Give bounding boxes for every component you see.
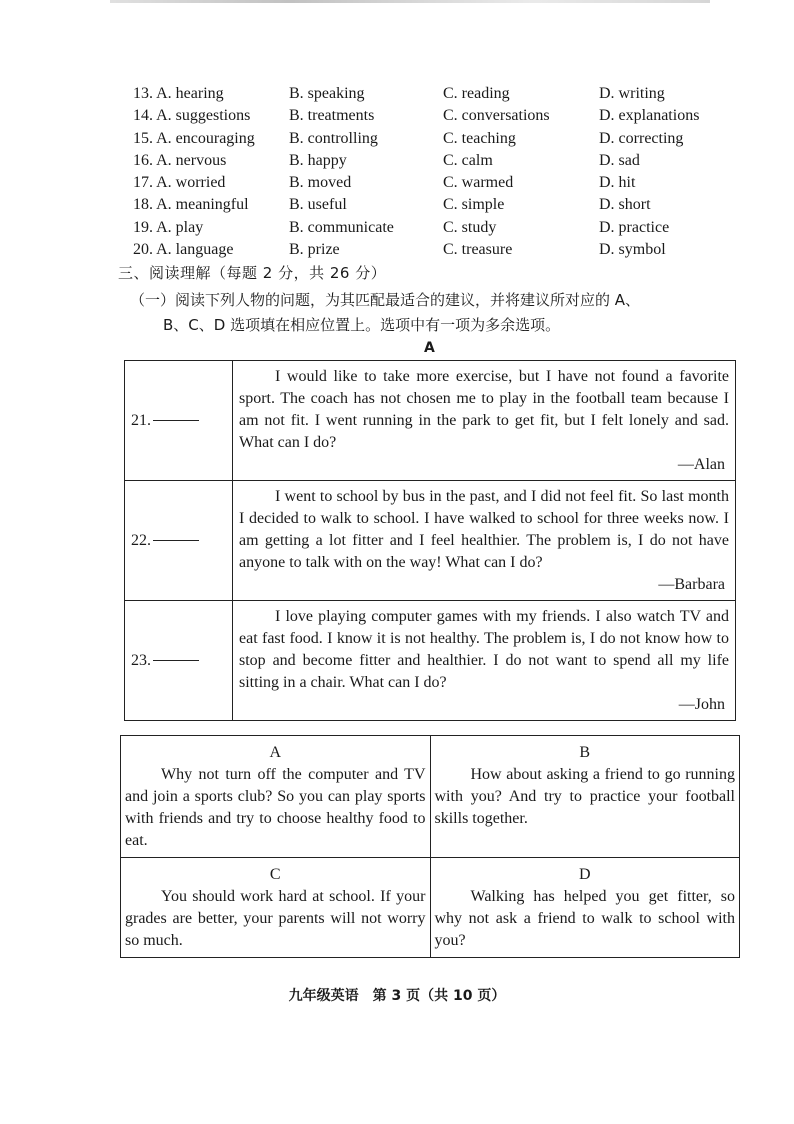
instruction-line-2: B、C、D 选项填在相应位置上。选项中有一项为多余选项。 — [163, 316, 561, 334]
option-a: 16. A. nervous — [133, 151, 227, 169]
option-b: B. moved — [289, 174, 352, 192]
answer-blank[interactable] — [153, 420, 199, 421]
option-d: D. writing — [599, 85, 665, 102]
option-b: B. controlling — [289, 129, 378, 147]
option-d: D. correcting — [599, 129, 684, 147]
option-b: B. speaking — [289, 85, 365, 102]
question-number: 21. — [131, 411, 151, 429]
instruction-line-1: （一）阅读下列人物的问题，为其匹配最适合的建议，并将建议所对应的 A、 — [130, 291, 641, 309]
option-a: 19. A. play — [133, 218, 204, 236]
option-a: 20. A. language — [133, 241, 234, 259]
page-top-edge — [110, 0, 710, 3]
option-b: B. prize — [289, 241, 340, 259]
problem-text: I went to school by bus in the past, and I did not feel fit. So last month I decided to walk to school. I have walked to school for three weeks now. I am getting a lot fitter and I feel healthier. The problem is, I do not have anyone to talk with on the way! What can I do? — [239, 488, 729, 571]
option-c: C. calm — [443, 151, 493, 169]
problem-cell — [233, 601, 736, 721]
advice-text: You should work hard at school. If your grades are better, your parents will not worry so much. — [125, 888, 426, 949]
table-row — [125, 481, 736, 601]
question-number: 22. — [131, 531, 151, 549]
option-a: 14. A. suggestions — [133, 107, 251, 125]
advice-letter: B — [579, 744, 591, 761]
option-c: C. warmed — [443, 174, 514, 192]
answer-blank[interactable] — [153, 540, 199, 541]
section-title: 三、阅读理解（每题 2 分，共 26 分） — [118, 264, 387, 282]
question-number-cell — [125, 481, 233, 601]
problem-cell — [233, 361, 736, 481]
option-d: D. hit — [599, 174, 636, 192]
option-d: D. practice — [599, 218, 670, 236]
option-row — [133, 83, 733, 105]
advice-letter: A — [269, 744, 282, 761]
option-c: C. treasure — [443, 241, 513, 259]
option-b: B. communicate — [289, 218, 394, 236]
advice-table — [120, 735, 740, 958]
problem-text: I would like to take more exercise, but I have not found a favorite sport. The coach has not chosen me to play in the football team because I am not fit. I went running in the park to get fit, but I felt lonely and sad. What can I do? — [239, 368, 729, 451]
option-d: D. symbol — [599, 241, 666, 259]
option-a: 15. A. encouraging — [133, 129, 255, 147]
option-row — [133, 217, 733, 239]
advice-cell — [430, 858, 740, 958]
person-name: —Alan — [677, 456, 725, 473]
table-row — [125, 361, 736, 481]
option-b: B. happy — [289, 151, 347, 169]
problem-text: I love playing computer games with my friends. I also watch TV and eat fast food. I know it is not healthy. The problem is, I do not know how to stop and become fitter and healthier. I do not want to spend all my life sitting in a chair. What can I do? — [239, 608, 729, 691]
question-number-cell — [125, 361, 233, 481]
option-row — [133, 128, 733, 150]
person-name: —Barbara — [658, 576, 725, 593]
option-c: C. reading — [443, 85, 510, 102]
table-row — [121, 858, 740, 958]
option-b: B. useful — [289, 196, 347, 214]
advice-text: How about asking a friend to go running with you? And try to practice your football skills together. — [434, 766, 735, 827]
option-c: C. study — [443, 218, 497, 236]
page-footer: 九年级英语 第 3 页（共 10 页） — [288, 988, 506, 1004]
advice-letter: C — [269, 866, 281, 883]
option-c: C. teaching — [443, 129, 516, 147]
option-row — [133, 150, 733, 172]
option-row — [133, 239, 733, 261]
advice-cell — [121, 858, 431, 958]
advice-text: Walking has helped you get fitter, so why not ask a friend to walk to school with you? — [434, 888, 735, 949]
option-c: C. conversations — [443, 107, 550, 125]
problem-cell — [233, 481, 736, 601]
option-a: 17. A. worried — [133, 174, 226, 192]
options-block — [133, 83, 733, 261]
advice-letter: D — [578, 866, 591, 883]
person-name: —John — [678, 696, 725, 713]
option-row — [133, 194, 733, 216]
table-row — [121, 736, 740, 858]
option-d: D. explanations — [599, 107, 700, 125]
people-table — [124, 360, 736, 721]
question-number-cell — [125, 601, 233, 721]
option-d: D. sad — [599, 151, 640, 169]
option-row — [133, 172, 733, 194]
answer-blank[interactable] — [153, 660, 199, 661]
option-a: 18. A. meaningful — [133, 196, 249, 214]
table-row — [125, 601, 736, 721]
question-number: 23. — [131, 651, 151, 669]
part-label: A — [424, 340, 435, 356]
option-d: D. short — [599, 196, 651, 214]
option-row — [133, 105, 733, 127]
advice-text: Why not turn off the computer and TV and join a sports club? So you can play sports with friends and try to choose healthy food to eat. — [125, 766, 426, 849]
option-a: 13. A. hearing — [133, 85, 224, 102]
option-c: C. simple — [443, 196, 505, 214]
advice-cell — [121, 736, 431, 858]
option-b: B. treatments — [289, 107, 375, 125]
advice-cell — [430, 736, 740, 858]
